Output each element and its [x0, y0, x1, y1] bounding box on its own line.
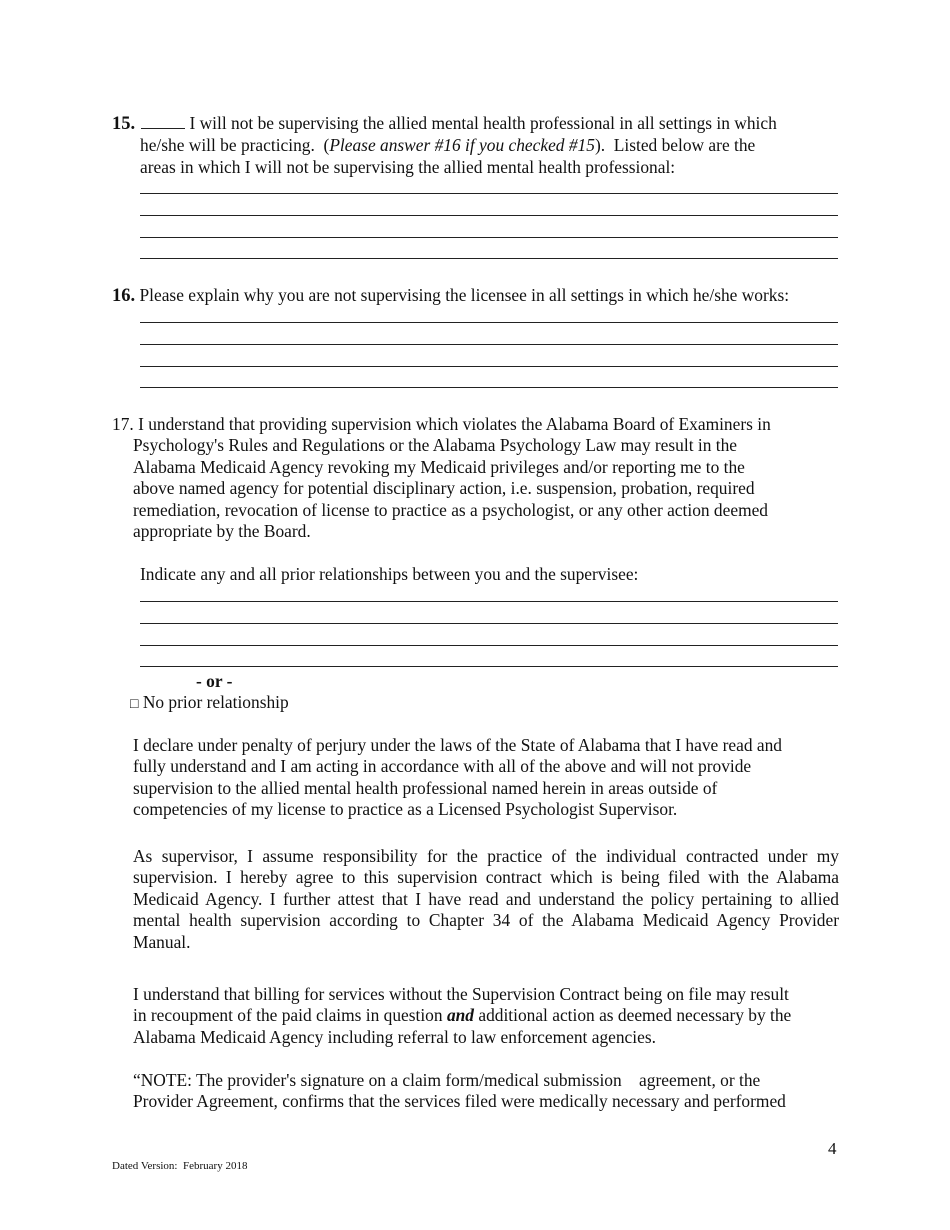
declaration-paragraph — [133, 735, 839, 821]
billing-paragraph — [133, 984, 839, 1048]
question-15-line3: areas in which I will not be supervising the allied mental health professional: — [140, 156, 676, 177]
dated-version-footer: Dated Version: February 2018 — [112, 1160, 248, 1172]
q16-answer-line-3[interactable] — [140, 366, 838, 367]
relationship-answer-line-4[interactable] — [140, 666, 838, 667]
q16-answer-line-4[interactable] — [140, 387, 838, 388]
billing-line-2-post: additional action as deemed necessary by the — [474, 1005, 792, 1026]
relationship-answer-line-2[interactable] — [140, 623, 838, 624]
question-16-number: 16. — [112, 286, 136, 306]
billing-line-2-pre: in recoupment of the paid claims in question — [133, 1005, 447, 1026]
q15-answer-line-3[interactable] — [140, 237, 838, 238]
question-17 — [112, 414, 852, 542]
question-15-line2-pre: he/she will be practicing. ( — [140, 135, 330, 156]
q15-answer-line-4[interactable] — [140, 258, 838, 259]
question-17-line-6: appropriate by the Board. — [133, 521, 311, 542]
q16-answer-line-2[interactable] — [140, 344, 838, 345]
question-15-line2-post: ). Listed below are the — [594, 135, 756, 156]
or-separator: - or - — [196, 671, 233, 691]
no-prior-relationship-label: No prior relationship — [142, 692, 289, 712]
note-line-1: “NOTE: The provider's signature on a claim form/medical submission agreement, or the — [133, 1070, 761, 1090]
billing-line-1: I understand that billing for services without the Supervision Contract being on file may result — [133, 984, 789, 1004]
declaration-line-2: fully understand and I am acting in accordance with all of the above and will not provide — [133, 756, 752, 777]
declaration-line-1: I declare under penalty of perjury under the laws of the State of Alabama that I have read and — [133, 735, 782, 755]
note-paragraph — [133, 1070, 839, 1113]
question-17-line-4: above named agency for potential disciplinary action, i.e. suspension, probation, required — [133, 478, 755, 499]
question-15-check-blank[interactable] — [141, 114, 185, 129]
question-15 — [112, 113, 852, 178]
note-line-2: Provider Agreement, confirms that the services filed were medically necessary and performed — [133, 1091, 786, 1112]
question-15-number: 15. — [112, 114, 136, 134]
declaration-line-3: supervision to the allied mental health professional named herein in areas outside of — [133, 777, 718, 798]
responsibility-paragraph: As supervisor, I assume responsibility for the practice of the individual contracted under my supervision. I hereby agree to this supervision contract which is being filed with the Alabama Medicaid Agency. I further attest that I have read and understand the policy pertaining to allied mental health supervision according to Chapter 34 of the Alabama Medicaid Agency Provider Manual. — [133, 846, 839, 952]
declaration-line-4: competencies of my license to practice as a Licensed Psychologist Supervisor. — [133, 799, 678, 820]
relationship-answer-line-3[interactable] — [140, 645, 838, 646]
question-15-line1: I will not be supervising the allied mental health professional in all settings in which — [189, 113, 777, 133]
question-17-line-5: remediation, revocation of license to practice as a psychologist, or any other action deemed — [133, 499, 769, 520]
question-17-line-2: Psychology's Rules and Regulations or the Alabama Psychology Law may result in the — [133, 435, 737, 456]
relationships-prompt: Indicate any and all prior relationships between you and the supervisee: — [140, 564, 639, 584]
question-16-text: Please explain why you are not supervising the licensee in all settings in which he/she works: — [139, 285, 790, 305]
checkbox-icon[interactable]: □ — [130, 697, 139, 712]
billing-emphasis: and — [446, 1005, 474, 1026]
question-17-line-1: 17. I understand that providing supervision which violates the Alabama Board of Examiners in — [112, 414, 771, 434]
relationship-answer-line-1[interactable] — [140, 601, 838, 602]
q15-answer-line-1[interactable] — [140, 193, 838, 194]
q16-answer-line-1[interactable] — [140, 322, 838, 323]
question-16 — [112, 285, 789, 307]
page-number: 4 — [828, 1139, 837, 1158]
question-15-instruction: Please answer #16 if you checked #15 — [329, 135, 595, 156]
no-prior-relationship-option[interactable] — [130, 692, 289, 715]
billing-line-3: Alabama Medicaid Agency including referral to law enforcement agencies. — [133, 1026, 656, 1047]
question-17-line-3: Alabama Medicaid Agency revoking my Medicaid privileges and/or reporting me to the — [133, 456, 745, 477]
q15-answer-line-2[interactable] — [140, 215, 838, 216]
